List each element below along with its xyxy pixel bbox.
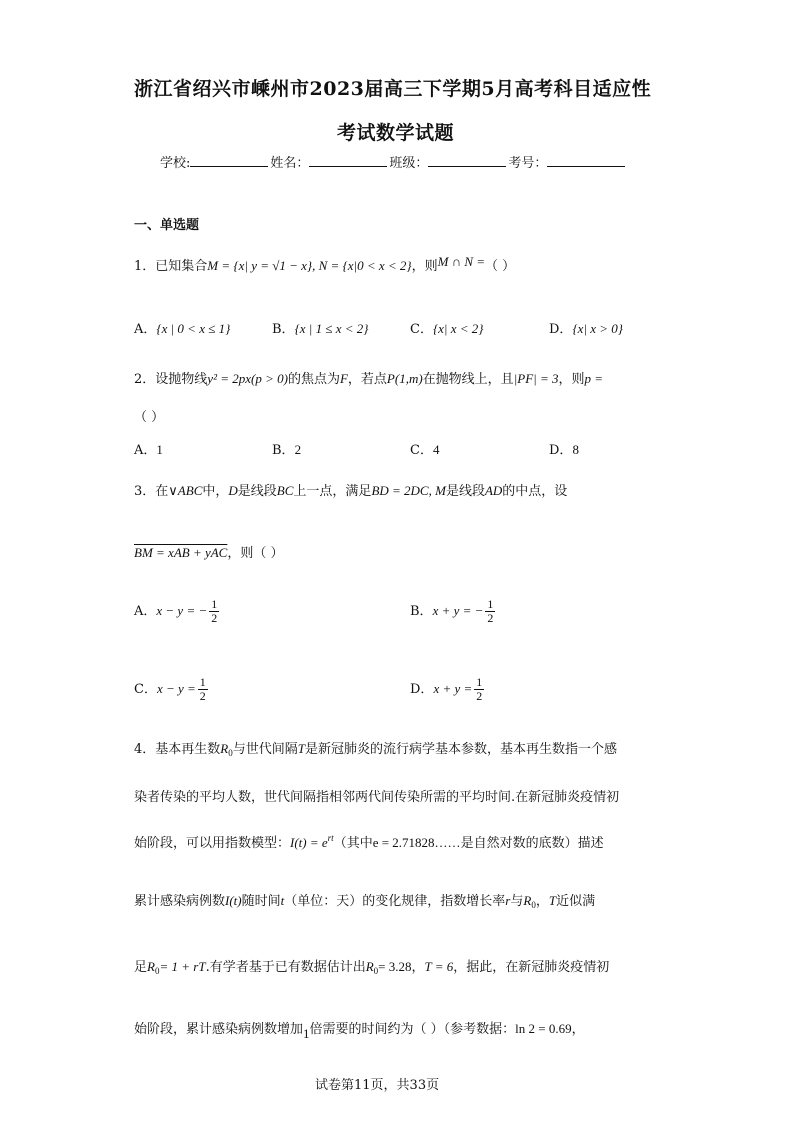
question-1 (134, 254, 515, 274)
q2-option-d[interactable]: D．8 (549, 442, 579, 458)
page-title: 浙江省绍兴市嵊州市2023届高三下学期5月高考科目适应性 (134, 78, 652, 100)
name-field[interactable] (309, 154, 387, 167)
question-number: 1． (134, 259, 156, 274)
exam-no-field[interactable] (547, 154, 625, 167)
school-field[interactable] (190, 154, 268, 167)
school-label: 学校: (160, 156, 191, 171)
math-expression: $I(t) = e^{rt}$ (290, 833, 334, 850)
q1-option-d[interactable]: D．{x| x > 0} (549, 321, 623, 337)
q3-option-b[interactable]: B．x + y = − $\frac{1}{2}$ (410, 597, 494, 625)
student-info-fields (160, 152, 627, 171)
math-expression: M ∩ N = (437, 254, 486, 269)
question-4-line-2: 染者传染的平均人数，世代间隔指相邻两代间传染所需的平均时间.在新冠肺炎疫情初 (134, 790, 620, 805)
section-heading: 一、单选题 (134, 218, 200, 233)
question-3: 3．在∨ABC中，D是线段BC上一点，满足BD = 2DC, M是线段AD的中点，设 (134, 483, 568, 499)
math-expression: M = {x| y = √1 − x}, N = {x|0 < x < 2} (207, 258, 412, 273)
class-label: 班级： (389, 156, 429, 171)
question-2: 2．设抛物线y² = 2px(p > 0)的焦点为F，若点P(1,m)在抛物线上，且|PF| = 3，则p = (134, 371, 604, 387)
question-3-vector: BM = xAB + yAC，则（ ） (134, 545, 284, 561)
name-label: 姓名： (270, 156, 310, 171)
q3-option-a[interactable]: A．x − y = − $\frac{1}{2}$ (134, 597, 218, 625)
math-expression: BM = xAB + yAC (134, 545, 228, 560)
q2-option-c[interactable]: C．4 (410, 442, 440, 458)
question-4-line-1: 4．基本再生数$R_0$与世代间隔T是新冠肺炎的流行病学基本参数，基本再生数指一个感 (134, 741, 618, 758)
answer-paren: （ ） (134, 410, 165, 425)
question-text: 已知集合 (155, 259, 208, 274)
math-expression: y² = 2px(p > 0) (207, 371, 288, 386)
question-4-line-4: 累计感染病例数I(t)随时间t（单位：天）的变化规律，指数增长率r与$R_0$，T近似满 (134, 893, 596, 910)
question-text: ，则 (411, 259, 438, 274)
question-4-line-5: 足$R_0= 1$ + rT.有学者基于已有数据估计出$R_0= 3.28$，T = 6，据此，在新冠肺炎疫情初 (134, 959, 610, 976)
question-4-line-6: 始阶段，累计感染病例数增加1倍需要的时间约为（ ）（参考数据：ln 2 = 0.69， (134, 1021, 585, 1041)
answer-paren: （ ） (485, 259, 516, 274)
page-subtitle: 考试数学试题 (337, 122, 455, 144)
exam-no-label: 考号： (508, 156, 548, 171)
q3-option-d[interactable]: D．x + y = $\frac{1}{2}$ (410, 675, 483, 703)
q2-option-b[interactable]: B．2 (272, 442, 302, 458)
q1-option-a[interactable]: A．{x | 0 < x ≤ 1} (134, 321, 231, 337)
class-field[interactable] (428, 154, 506, 167)
page-footer: 试卷第11页，共33页 (315, 1078, 440, 1093)
q3-option-c[interactable]: C．x − y = $\frac{1}{2}$ (134, 675, 206, 703)
q1-option-c[interactable]: C．{x| x < 2} (410, 321, 484, 337)
q1-option-b[interactable]: B．{x | 1 ≤ x < 2} (272, 321, 369, 337)
q2-option-a[interactable]: A．1 (134, 442, 163, 458)
question-4-line-3: 始阶段，可以用指数模型：$I(t) = e^{rt}$（其中e = 2.71828……是自然对数的底数）描述 (134, 833, 604, 851)
